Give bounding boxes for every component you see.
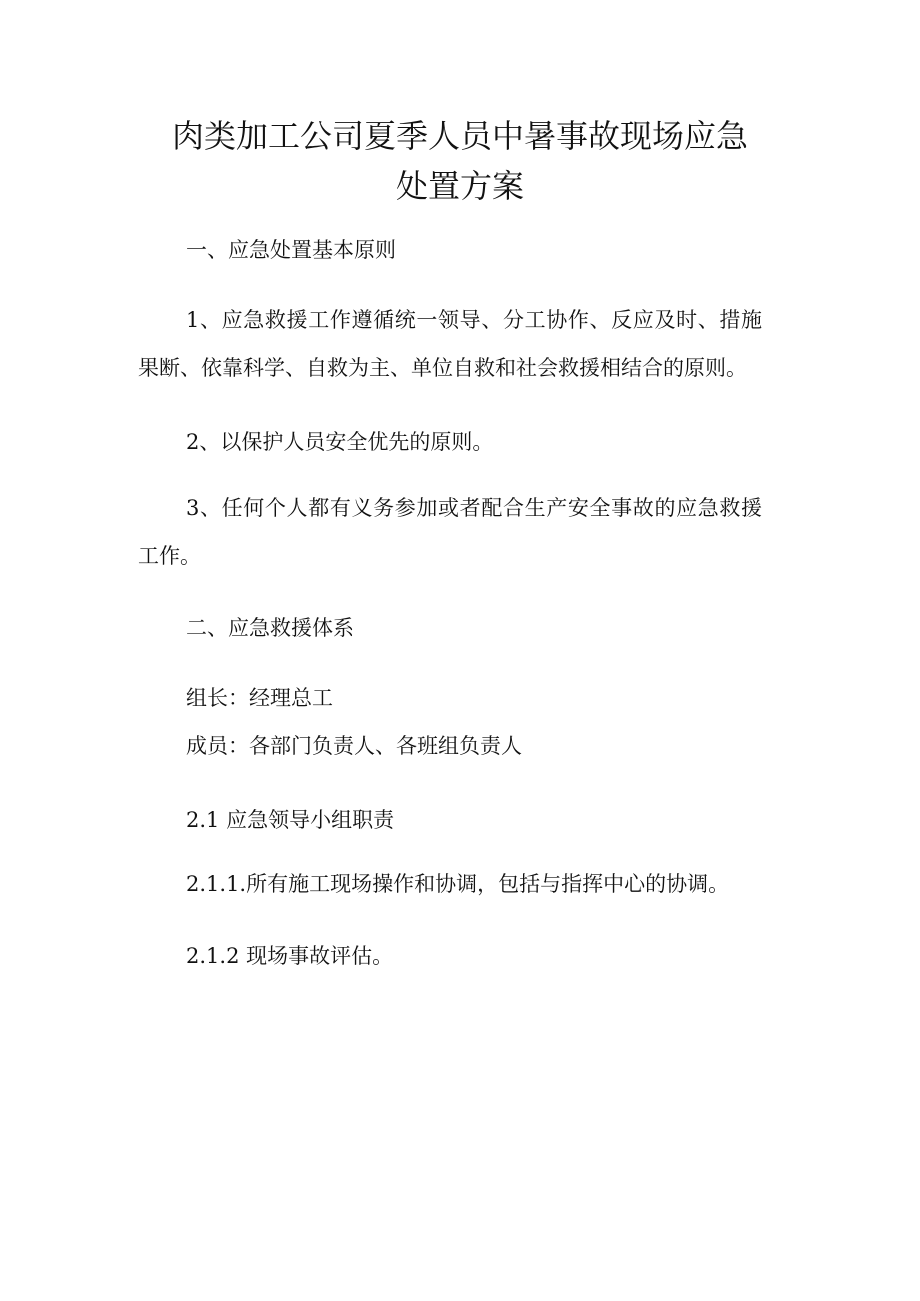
group-members: 成员：各部门负责人、各班组负责人 xyxy=(186,734,522,758)
subsection-2-1-2: 2.1.2 现场事故评估。 xyxy=(186,944,394,968)
document-title-line-2: 处置方案 xyxy=(395,167,524,205)
section-heading-rescue-system: 二、应急救援体系 xyxy=(186,616,354,640)
paragraph-1-line-1: 1、应急救援工作遵循统一领导、分工协作、反应及时、措施 xyxy=(186,308,762,332)
subsection-2-1: 2.1 应急领导小组职责 xyxy=(186,808,395,832)
subsection-2-1-1: 2.1.1.所有施工现场操作和协调，包括与指挥中心的协调。 xyxy=(186,872,730,896)
section-heading-principles: 一、应急处置基本原则 xyxy=(186,238,396,262)
paragraph-1-line-2: 果断、依靠科学、自救为主、单位自救和社会救援相结合的原则。 xyxy=(138,356,747,380)
document-title-line-1: 肉类加工公司夏季人员中暑事故现场应急 xyxy=(171,117,748,155)
paragraph-3-line-2: 工作。 xyxy=(138,544,201,568)
paragraph-3-line-1: 3、任何个人都有义务参加或者配合生产安全事故的应急救援 xyxy=(186,496,762,520)
paragraph-2: 2、以保护人员安全优先的原则。 xyxy=(186,430,494,454)
group-leader: 组长：经理总工 xyxy=(186,686,333,710)
